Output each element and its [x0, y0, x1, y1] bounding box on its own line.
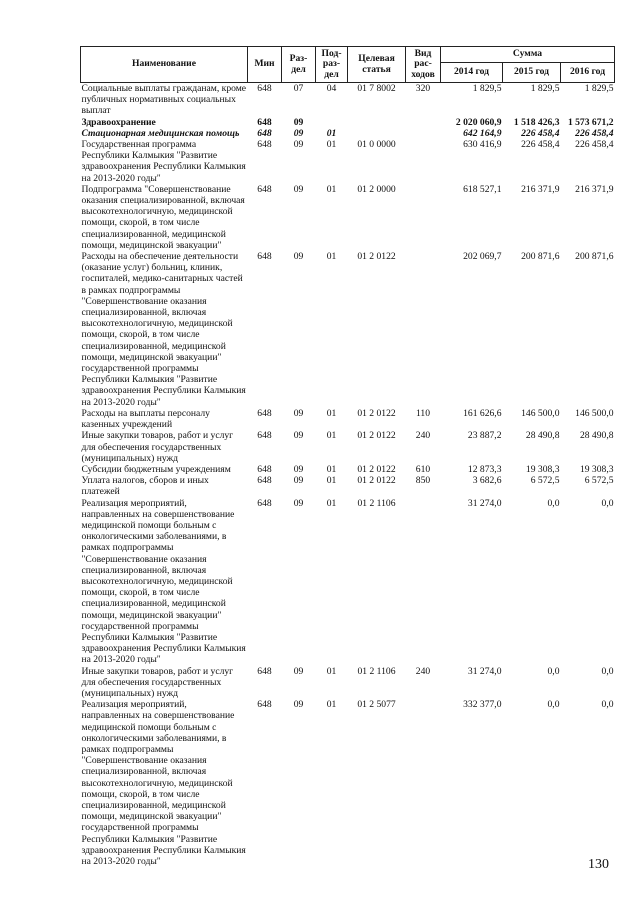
cell-csr	[348, 128, 406, 139]
cell-razdel: 09	[293, 665, 304, 677]
cell-sum-2016: 1 829,5	[584, 83, 614, 94]
col-header-vr: Вид рас- ходов	[406, 47, 441, 83]
cell-podrazdel: 04	[326, 83, 337, 94]
cell-podrazdel: 01	[326, 497, 337, 509]
cell-razdel: 09	[293, 127, 304, 139]
cell-name: Социальные выплаты гражданам, кроме публичных нормативных социальных выплат	[81, 83, 247, 117]
cell-csr	[348, 117, 406, 128]
cell-sum-2014: 161 626,6	[463, 407, 502, 419]
cell-sum-2016: 200 871,6	[575, 251, 614, 263]
cell-sum-2014: 630 416,9	[463, 139, 502, 151]
cell-vr	[406, 498, 441, 666]
cell-name: Субсидии бюджетным учреждениям	[81, 463, 231, 475]
table-header	[81, 47, 615, 83]
cell-razdel: 09	[293, 116, 304, 128]
col-header-2016: 2016 год	[561, 63, 615, 83]
cell-min: 648	[257, 127, 272, 139]
cell-vr	[406, 128, 441, 139]
cell-name: Расходы на обеспечение деятельности (оказание услуг) больниц, клиник, госпиталей, медико-санитарных частей в рамках подпрограммы "Совершенствование оказания специализированной, включая высокотехнологичную, медицинской помощи, скорой, в том числе специализированной, медицинской помощи, медицинской эвакуации" государственной программы Республики Калмыкия "Развитие здравоохранения Республики Калмыкия на 2013-2020 годы"	[81, 251, 246, 408]
cell-podrazdel: 01	[326, 407, 337, 419]
cell-podrazdel: 01	[326, 463, 337, 475]
cell-sum-2015: 0,0	[547, 665, 560, 677]
table-row	[81, 430, 615, 464]
cell-podrazdel: 01	[326, 475, 337, 487]
cell-min: 648	[257, 475, 272, 487]
cell-sum-2016: 226 458,4	[575, 127, 614, 139]
cell-sum-2016: 19 308,3	[579, 463, 614, 475]
cell-name: Иные закупки товаров, работ и услуг для обеспечения государственных (муниципальных) нужд	[81, 665, 234, 699]
cell-sum-2015: 200 871,6	[521, 251, 560, 263]
cell-sum-2016: 0,0	[601, 699, 614, 711]
cell-podrazdel: 01	[326, 139, 337, 151]
cell-sum-2014: 618 527,1	[463, 183, 502, 195]
cell-razdel: 09	[293, 475, 304, 487]
cell-sum-2015: 28 490,8	[525, 430, 560, 442]
table-row	[81, 498, 615, 666]
cell-razdel: 09	[293, 497, 304, 509]
cell-sum-2015: 226 458,4	[521, 127, 560, 139]
cell-sum-2016: 0,0	[601, 665, 614, 677]
cell-name: Государственная программа Республики Калмыкия "Развитие здравоохранения Республики Калмыкия на 2013-2020 годы"	[81, 139, 246, 184]
cell-csr: 01 2 0122	[357, 251, 396, 263]
cell-name: Уплата налогов, сборов и иных платежей	[81, 475, 209, 498]
table-row	[81, 699, 615, 867]
cell-csr: 01 7 8002	[357, 83, 396, 94]
cell-sum-2016: 146 500,0	[575, 407, 614, 419]
cell-min: 648	[257, 497, 272, 509]
cell-sum-2016: 216 371,9	[575, 183, 614, 195]
cell-sum-2014: 31 274,0	[467, 497, 502, 509]
table-row	[81, 83, 615, 117]
cell-podrazdel: 01	[326, 251, 337, 263]
col-header-csr: Целевая статья	[348, 47, 406, 83]
cell-sum-2014: 2 020 060,9	[455, 116, 502, 128]
col-header-sum: Сумма	[441, 47, 615, 63]
cell-sum-2016: 1 573 671,2	[567, 116, 614, 128]
cell-sum-2015: 19 308,3	[525, 463, 560, 475]
col-header-podrazdel: Под- раз- дел	[316, 47, 348, 83]
cell-razdel: 09	[293, 251, 304, 263]
cell-sum-2015: 0,0	[547, 497, 560, 509]
cell-csr: 01 2 5077	[357, 699, 396, 711]
cell-name: Здравоохранение	[81, 116, 156, 128]
cell-vr: 610	[415, 463, 431, 475]
col-header-razdel: Раз- дел	[282, 47, 316, 83]
cell-sum-2016: 226 458,4	[575, 139, 614, 151]
cell-csr: 01 2 0122	[357, 463, 396, 475]
cell-sum-2016: 6 572,5	[584, 475, 614, 487]
cell-sum-2014: 3 682,6	[472, 475, 502, 487]
cell-vr	[406, 117, 441, 128]
table-body	[81, 83, 615, 868]
cell-csr: 01 2 0122	[357, 475, 396, 487]
cell-sum-2014: 23 887,2	[467, 430, 502, 442]
cell-sum-2015: 146 500,0	[521, 407, 560, 419]
col-header-min: Мин	[248, 47, 282, 83]
cell-podrazdel	[316, 117, 348, 128]
cell-podrazdel: 01	[326, 127, 337, 139]
cell-name: Подпрограмма "Совершенствование оказания специализированной, включая высокотехнологичную, медицинской помощи, скорой, в том числе специализированной, медицинской помощи, медицинской эвакуации"	[81, 183, 245, 251]
cell-razdel: 09	[293, 699, 304, 711]
cell-sum-2015: 1 829,5	[530, 83, 560, 94]
cell-name: Иные закупки товаров, работ и услуг для обеспечения государственных (муниципальных) нужд	[81, 430, 234, 464]
cell-razdel: 09	[293, 407, 304, 419]
table-row	[81, 128, 615, 139]
cell-sum-2016: 0,0	[601, 497, 614, 509]
cell-podrazdel: 01	[326, 699, 337, 711]
cell-podrazdel: 01	[326, 665, 337, 677]
cell-razdel: 09	[293, 463, 304, 475]
cell-podrazdel: 01	[326, 183, 337, 195]
page-number: 130	[588, 857, 609, 872]
cell-sum-2015: 1 518 426,3	[513, 116, 560, 128]
cell-sum-2015: 226 458,4	[521, 139, 560, 151]
cell-sum-2014: 202 069,7	[463, 251, 502, 263]
cell-vr	[406, 251, 441, 408]
cell-name: Стационарная медицинская помощь	[81, 127, 240, 139]
col-header-2015: 2015 год	[503, 63, 561, 83]
cell-sum-2014: 31 274,0	[467, 665, 502, 677]
cell-name: Реализация мероприятий, направленных на совершенствование медицинской помощи больным с онкологическими заболеваниями, в рамках подпрограммы "Совершенствование оказания специализированной, включая высокотехнологичную, медицинской помощи, скорой, в том числе специализированной, медицинской помощи, медицинской эвакуации" государственной программы Республики Калмыкия "Развитие здравоохранения Республики Калмыкия на 2013-2020 годы"	[81, 497, 246, 666]
cell-vr	[406, 184, 441, 251]
cell-name: Реализация мероприятий, направленных на совершенствование медицинской помощи больным с онкологическими заболеваниями, в рамках подпрограммы "Совершенствование оказания специализированной, включая высокотехнологичную, медицинской помощи, скорой, в том числе специализированной, медицинской помощи, медицинской эвакуации" государственной программы Республики Калмыкия "Развитие здравоохранения Республики Калмыкия на 2013-2020 годы"	[81, 699, 246, 868]
cell-vr: 240	[415, 665, 431, 677]
col-header-2014: 2014 год	[441, 63, 503, 83]
budget-table	[80, 46, 615, 867]
cell-csr: 01 0 0000	[357, 139, 396, 151]
cell-min: 648	[257, 430, 272, 442]
table-row	[81, 184, 615, 251]
cell-sum-2015: 0,0	[547, 699, 560, 711]
cell-sum-2014: 642 164,9	[463, 127, 502, 139]
cell-razdel: 09	[293, 430, 304, 442]
cell-vr: 850	[415, 475, 431, 487]
table-row	[81, 117, 615, 128]
cell-razdel: 09	[293, 139, 304, 151]
cell-vr: 320	[415, 83, 431, 94]
table-row	[81, 139, 615, 184]
table-row	[81, 666, 615, 700]
table-row	[81, 251, 615, 408]
cell-sum-2016: 28 490,8	[579, 430, 614, 442]
cell-min: 648	[257, 699, 272, 711]
cell-vr	[406, 139, 441, 184]
cell-sum-2015: 216 371,9	[521, 183, 560, 195]
cell-csr: 01 2 1106	[357, 665, 396, 677]
cell-vr: 240	[415, 430, 431, 442]
cell-min: 648	[257, 251, 272, 263]
cell-sum-2015: 6 572,5	[530, 475, 560, 487]
cell-csr: 01 2 1106	[357, 497, 396, 509]
col-header-name: Наименование	[81, 47, 248, 83]
cell-min: 648	[257, 139, 272, 151]
table-row	[81, 464, 615, 475]
cell-csr: 01 2 0122	[357, 430, 396, 442]
cell-csr: 01 2 0000	[357, 183, 396, 195]
cell-min: 648	[257, 665, 272, 677]
cell-razdel: 09	[293, 183, 304, 195]
cell-csr: 01 2 0122	[357, 407, 396, 419]
cell-min: 648	[257, 463, 272, 475]
cell-min: 648	[257, 83, 272, 94]
cell-razdel: 07	[293, 83, 304, 94]
cell-name: Расходы на выплаты персоналу казенных учреждений	[81, 407, 210, 431]
cell-min: 648	[257, 116, 272, 128]
cell-podrazdel: 01	[326, 430, 337, 442]
table-row	[81, 408, 615, 430]
cell-sum-2014: 1 829,5	[472, 83, 502, 94]
cell-min: 648	[257, 407, 272, 419]
cell-sum-2014: 12 873,3	[467, 463, 502, 475]
cell-min: 648	[257, 183, 272, 195]
cell-vr: 110	[415, 407, 431, 419]
table-row	[81, 475, 615, 497]
cell-sum-2014: 332 377,0	[463, 699, 502, 711]
cell-vr	[406, 699, 441, 867]
